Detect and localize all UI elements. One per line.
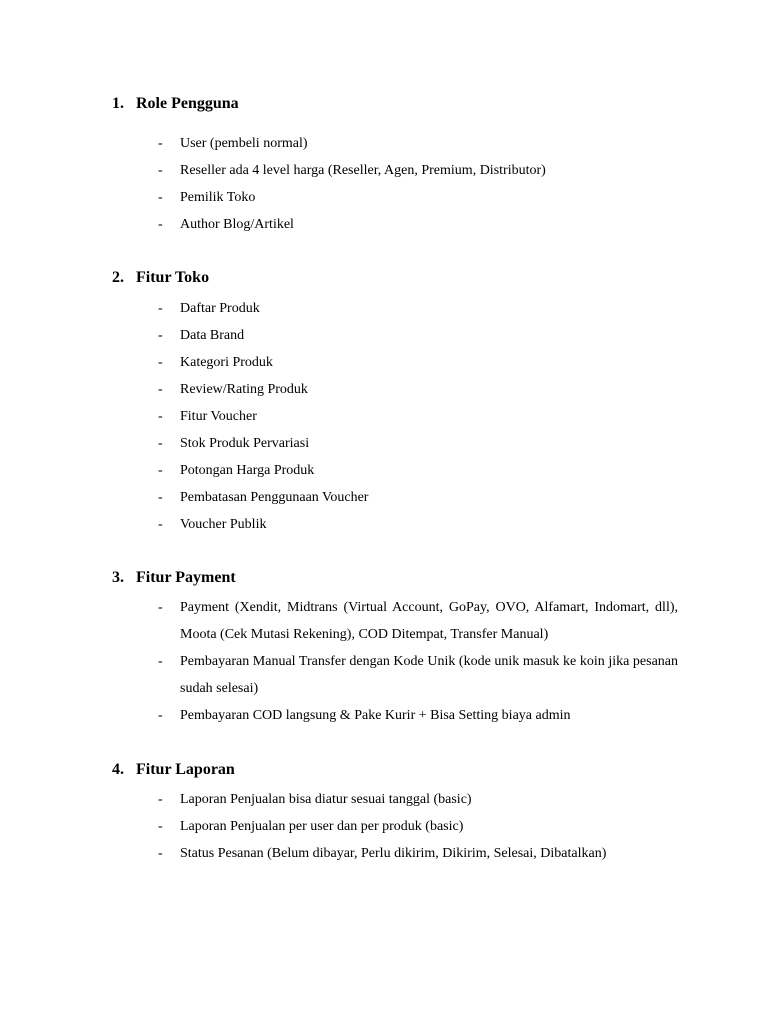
bullet-dash: - [158,490,163,505]
list-item-text: Kategori Produk [180,355,273,370]
list-item-text: Pembatasan Penggunaan Voucher [180,490,369,505]
bullet-dash: - [158,136,163,151]
bullet-dash: - [158,708,163,723]
list-item-text: Review/Rating Produk [180,382,308,397]
list-item [158,511,678,538]
section-fitur-payment [112,568,692,729]
list-item [158,813,678,840]
list-item [158,184,678,211]
list-item [158,403,678,430]
bullet-list [158,786,678,867]
bullet-list [158,130,678,238]
bullet-dash: - [158,301,163,316]
list-item [158,457,678,484]
section-title: Role Pengguna [136,95,239,112]
bullet-dash: - [158,792,163,807]
bullet-dash: - [158,463,163,478]
section-title: Fitur Payment [136,569,236,586]
list-item [158,484,678,511]
section-heading [112,94,692,114]
bullet-dash: - [158,654,163,669]
list-item-text: Author Blog/Artikel [180,217,294,232]
list-item-text: Payment (Xendit, Midtrans (Virtual Account, GoPay, OVO, Alfamart, Indomart, dll), Moota (Cek Mutasi Rekening), COD Ditempat, Transfer Manual) [180,600,678,642]
list-item [158,702,678,729]
bullet-list [158,594,678,729]
bullet-dash: - [158,517,163,532]
list-item-text: Laporan Penjualan per user dan per produk (basic) [180,819,464,834]
bullet-dash: - [158,355,163,370]
bullet-list [158,295,678,538]
list-item-text: Reseller ada 4 level harga (Reseller, Agen, Premium, Distributor) [180,163,546,178]
list-item [158,786,678,813]
list-item [158,157,678,184]
section-title: Fitur Toko [136,269,210,286]
section-number: 2. [112,269,124,286]
list-item-text: Data Brand [180,328,245,343]
list-item [158,295,678,322]
list-item-text: Daftar Produk [180,301,260,316]
bullet-dash: - [158,382,163,397]
list-item [158,594,678,648]
section-heading [112,268,692,288]
list-item-text: Pembayaran COD langsung & Pake Kurir + Bisa Setting biaya admin [180,708,571,723]
list-item [158,211,678,238]
bullet-dash: - [158,846,163,861]
bullet-dash: - [158,217,163,232]
list-item-text: Potongan Harga Produk [180,463,315,478]
section-role-pengguna [112,94,692,238]
bullet-dash: - [158,436,163,451]
list-item-text: Pembayaran Manual Transfer dengan Kode Unik (kode unik masuk ke koin jika pesanan sudah selesai) [180,654,678,696]
list-item-text: Pemilik Toko [180,190,256,205]
bullet-dash: - [158,190,163,205]
list-item [158,840,678,867]
list-item [158,322,678,349]
list-item-text: User (pembeli normal) [180,136,308,151]
section-fitur-toko [112,268,692,538]
bullet-dash: - [158,328,163,343]
section-number: 1. [112,95,124,112]
section-title: Fitur Laporan [136,761,235,778]
list-item [158,648,678,702]
list-item [158,430,678,457]
section-heading [112,760,692,780]
list-item-text: Laporan Penjualan bisa diatur sesuai tanggal (basic) [180,792,472,807]
bullet-dash: - [158,600,163,615]
list-item [158,130,678,157]
list-item-text: Voucher Publik [180,517,267,532]
section-heading [112,568,692,588]
list-item [158,349,678,376]
section-number: 4. [112,761,124,778]
bullet-dash: - [158,409,163,424]
bullet-dash: - [158,819,163,834]
list-item-text: Stok Produk Pervariasi [180,436,310,451]
list-item-text: Status Pesanan (Belum dibayar, Perlu dikirim, Dikirim, Selesai, Dibatalkan) [180,846,607,861]
list-item [158,376,678,403]
section-fitur-laporan [112,760,692,867]
section-number: 3. [112,569,124,586]
list-item-text: Fitur Voucher [180,409,257,424]
bullet-dash: - [158,163,163,178]
